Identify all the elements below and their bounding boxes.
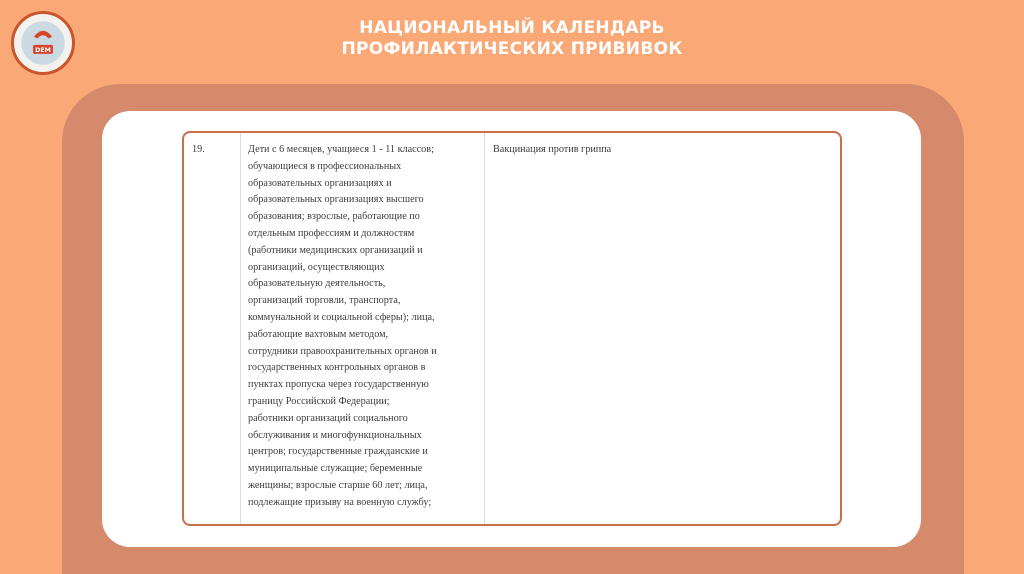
category-line: границу Российской Федерации; [248, 395, 390, 407]
page-title [0, 18, 1024, 60]
row-number-cell: 19. [184, 133, 241, 524]
category-line: отдельным профессиям и должностям [248, 227, 415, 239]
category-line: обучающиеся в профессиональных [248, 160, 402, 172]
category-line: сотрудники правоохранительных органов и [248, 345, 437, 357]
category-line: пунктах пропуска через государственную [248, 379, 429, 391]
category-line: работники организаций социального [248, 412, 408, 424]
category-line: центров; государственные гражданские и [248, 446, 428, 458]
category-line: обслуживания и многофункциональных [248, 429, 422, 441]
category-line: образования; взрослые, работающие по [248, 211, 420, 223]
logo-text: DEM [35, 47, 51, 55]
vaccination-table [182, 131, 842, 526]
category-line: образовательную деятельность, [248, 278, 386, 290]
category-line: (работники медицинских организаций и [248, 244, 423, 256]
category-line: образовательных организациях высшего [248, 194, 424, 206]
category-line: муниципальные служащие; беременные [248, 463, 423, 475]
title-line-2: ПРОФИЛАКТИЧЕСКИХ ПРИВИВОК [341, 39, 683, 59]
vaccination-cell: Вакцинация против гриппа [493, 144, 612, 155]
category-line: государственных контрольных органов в [248, 362, 426, 374]
category-line: организаций торговли, транспорта, [248, 295, 401, 307]
category-line: Дети с 6 месяцев, учащиеся 1 - 11 классов; [248, 144, 434, 155]
category-line: подлежащие призыву на военную службу; [248, 496, 432, 508]
category-cell [241, 133, 485, 524]
category-line: работающие вахтовым методом, [248, 328, 389, 340]
title-line-1: НАЦИОНАЛЬНЫЙ КАЛЕНДАРЬ [359, 18, 665, 38]
category-line: организаций, осуществляющих [248, 261, 385, 273]
category-line: образовательных организациях и [248, 177, 392, 189]
category-line: женщины; взрослые старше 60 лет; лица, [248, 479, 428, 491]
category-line: коммунальной и социальной сферы); лица, [248, 311, 435, 323]
